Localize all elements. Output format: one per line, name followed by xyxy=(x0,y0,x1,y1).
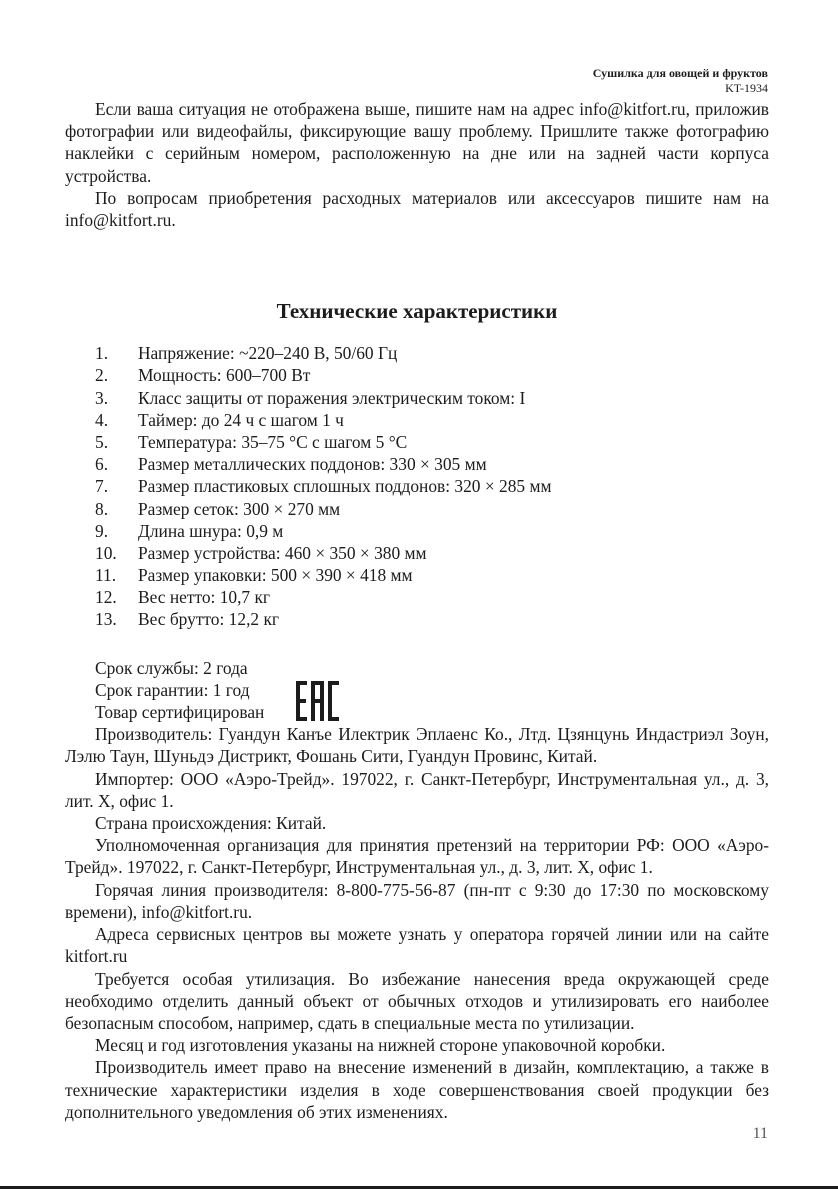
specs-item xyxy=(65,520,769,542)
specs-item xyxy=(65,342,769,364)
specs-item-text: Размер устройства: 460 × 350 × 380 мм xyxy=(138,542,427,563)
running-header xyxy=(593,66,768,96)
certification-block xyxy=(65,657,769,724)
specs-item-number: 9. xyxy=(95,520,109,541)
specs-item-number: 3. xyxy=(95,387,109,408)
info-paragraph: Производитель имеет право на внесение изменений в дизайн, комплектацию, а также в технические характеристики изделия в ходе совершенствования своей продукции без дополнительного уведомления об этих изменениях. xyxy=(65,1057,769,1122)
intro-paragraph: По вопросам приобретения расходных материалов или аксессуаров пишите нам на info@kitfort.ru. xyxy=(65,187,769,231)
specs-item-number: 7. xyxy=(95,476,109,497)
specs-item-number: 13. xyxy=(95,609,117,630)
specs-item xyxy=(65,564,769,586)
page-content xyxy=(65,98,769,1123)
specs-item-text: Длина шнура: 0,9 м xyxy=(138,520,284,541)
specs-item xyxy=(65,586,769,608)
warranty-text: Срок гарантии: 1 год xyxy=(95,679,250,700)
specs-item-text: Размер пластиковых сплошных поддонов: 320 × 285 мм xyxy=(138,476,552,497)
specs-item-number: 8. xyxy=(95,498,109,519)
specs-item xyxy=(65,364,769,386)
specs-item xyxy=(65,475,769,497)
info-paragraph: Горячая линия производителя: 8-800-775-56-87 (пн-пт с 9:30 до 17:30 по московскому времени), info@kitfort.ru. xyxy=(65,879,769,922)
specs-item-text: Размер металлических поддонов: 330 × 305 мм xyxy=(138,454,487,475)
specs-item xyxy=(65,409,769,431)
info-paragraph: Требуется особая утилизация. Во избежание нанесения вреда окружающей среде необходимо отделить данный объект от обычных отходов и утилизировать его наиболее безопасным способом, например, сдать в специальные места по утилизации. xyxy=(65,968,769,1033)
specs-item xyxy=(65,431,769,453)
specs-item-text: Размер упаковки: 500 × 390 × 418 мм xyxy=(138,565,413,586)
specs-item-number: 6. xyxy=(95,454,109,475)
info-paragraph: Производитель: Гуандун Канъе Илектрик Эплаенс Ко., Лтд. Цзянцунь Индастриэл Зоун, Лэлю Таун, Шуньдэ Дистрикт, Фошань Сити, Гуандун Провинс, Китай. xyxy=(65,724,769,767)
info-paragraph: Страна происхождения: Китай. xyxy=(95,813,327,834)
certified-text: Товар сертифицирован xyxy=(95,702,265,723)
specs-item-number: 11. xyxy=(95,565,117,586)
specs-item-text: Температура: 35–75 °С с шагом 5 °С xyxy=(138,431,408,452)
header-product-name: Сушилка для овощей и фруктов xyxy=(592,66,768,80)
specs-item-text: Таймер: до 24 ч с шагом 1 ч xyxy=(138,409,344,430)
info-paragraph: Уполномоченная организация для принятия претензий на территории РФ: ООО «Аэро-Трейд». 197022, г. Санкт-Петербург, Инструментальная ул., д. 3, лит. Х, офис 1. xyxy=(65,835,769,878)
specs-item xyxy=(65,608,769,630)
specs-item-text: Класс защиты от поражения электрическим током: I xyxy=(138,387,526,408)
specs-item-number: 4. xyxy=(95,409,109,430)
specs-item-text: Вес нетто: 10,7 кг xyxy=(138,587,271,608)
info-paragraph: Адреса сервисных центров вы можете узнать у оператора горячей линии или на сайте kitfort.ru xyxy=(65,924,769,967)
specs-list xyxy=(65,342,769,630)
specs-item-text: Мощность: 600–700 Вт xyxy=(138,365,311,386)
header-model-number: KT-1934 xyxy=(725,81,768,95)
page-number: 11 xyxy=(752,1125,768,1142)
specs-heading: Технические характеристики xyxy=(276,299,558,324)
eac-certification-mark-icon xyxy=(296,681,340,721)
specs-item-number: 12. xyxy=(95,587,117,608)
specs-item xyxy=(65,453,769,475)
info-paragraph: Месяц и год изготовления указаны на нижней стороне упаковочной коробки. xyxy=(95,1035,666,1056)
specs-item-number: 1. xyxy=(95,343,109,364)
specs-item-number: 5. xyxy=(95,431,109,452)
specs-item-number: 2. xyxy=(95,365,109,386)
specs-item-number: 10. xyxy=(95,542,117,563)
specs-item xyxy=(65,498,769,520)
specs-item xyxy=(65,387,769,409)
specs-item-text: Напряжение: ~220–240 В, 50/60 Гц xyxy=(138,343,398,364)
info-paragraph: Импортер: ООО «Аэро-Трейд». 197022, г. Санкт-Петербург, Инструментальная ул., д. 3, лит. Х, офис 1. xyxy=(65,768,769,811)
specs-item-text: Вес брутто: 12,2 кг xyxy=(138,609,280,630)
specs-item-text: Размер сеток: 300 × 270 мм xyxy=(138,498,341,519)
intro-paragraph: Если ваша ситуация не отображена выше, пишите нам на адрес info@kitfort.ru, приложив фотографии или видеофайлы, фиксирующие вашу проблему. Пришлите также фотографию наклейки с серийным номером, расположенную на дне или на задней части корпуса устройства. xyxy=(65,99,769,186)
service-life-text: Срок службы: 2 года xyxy=(95,657,248,678)
specs-item xyxy=(65,542,769,564)
